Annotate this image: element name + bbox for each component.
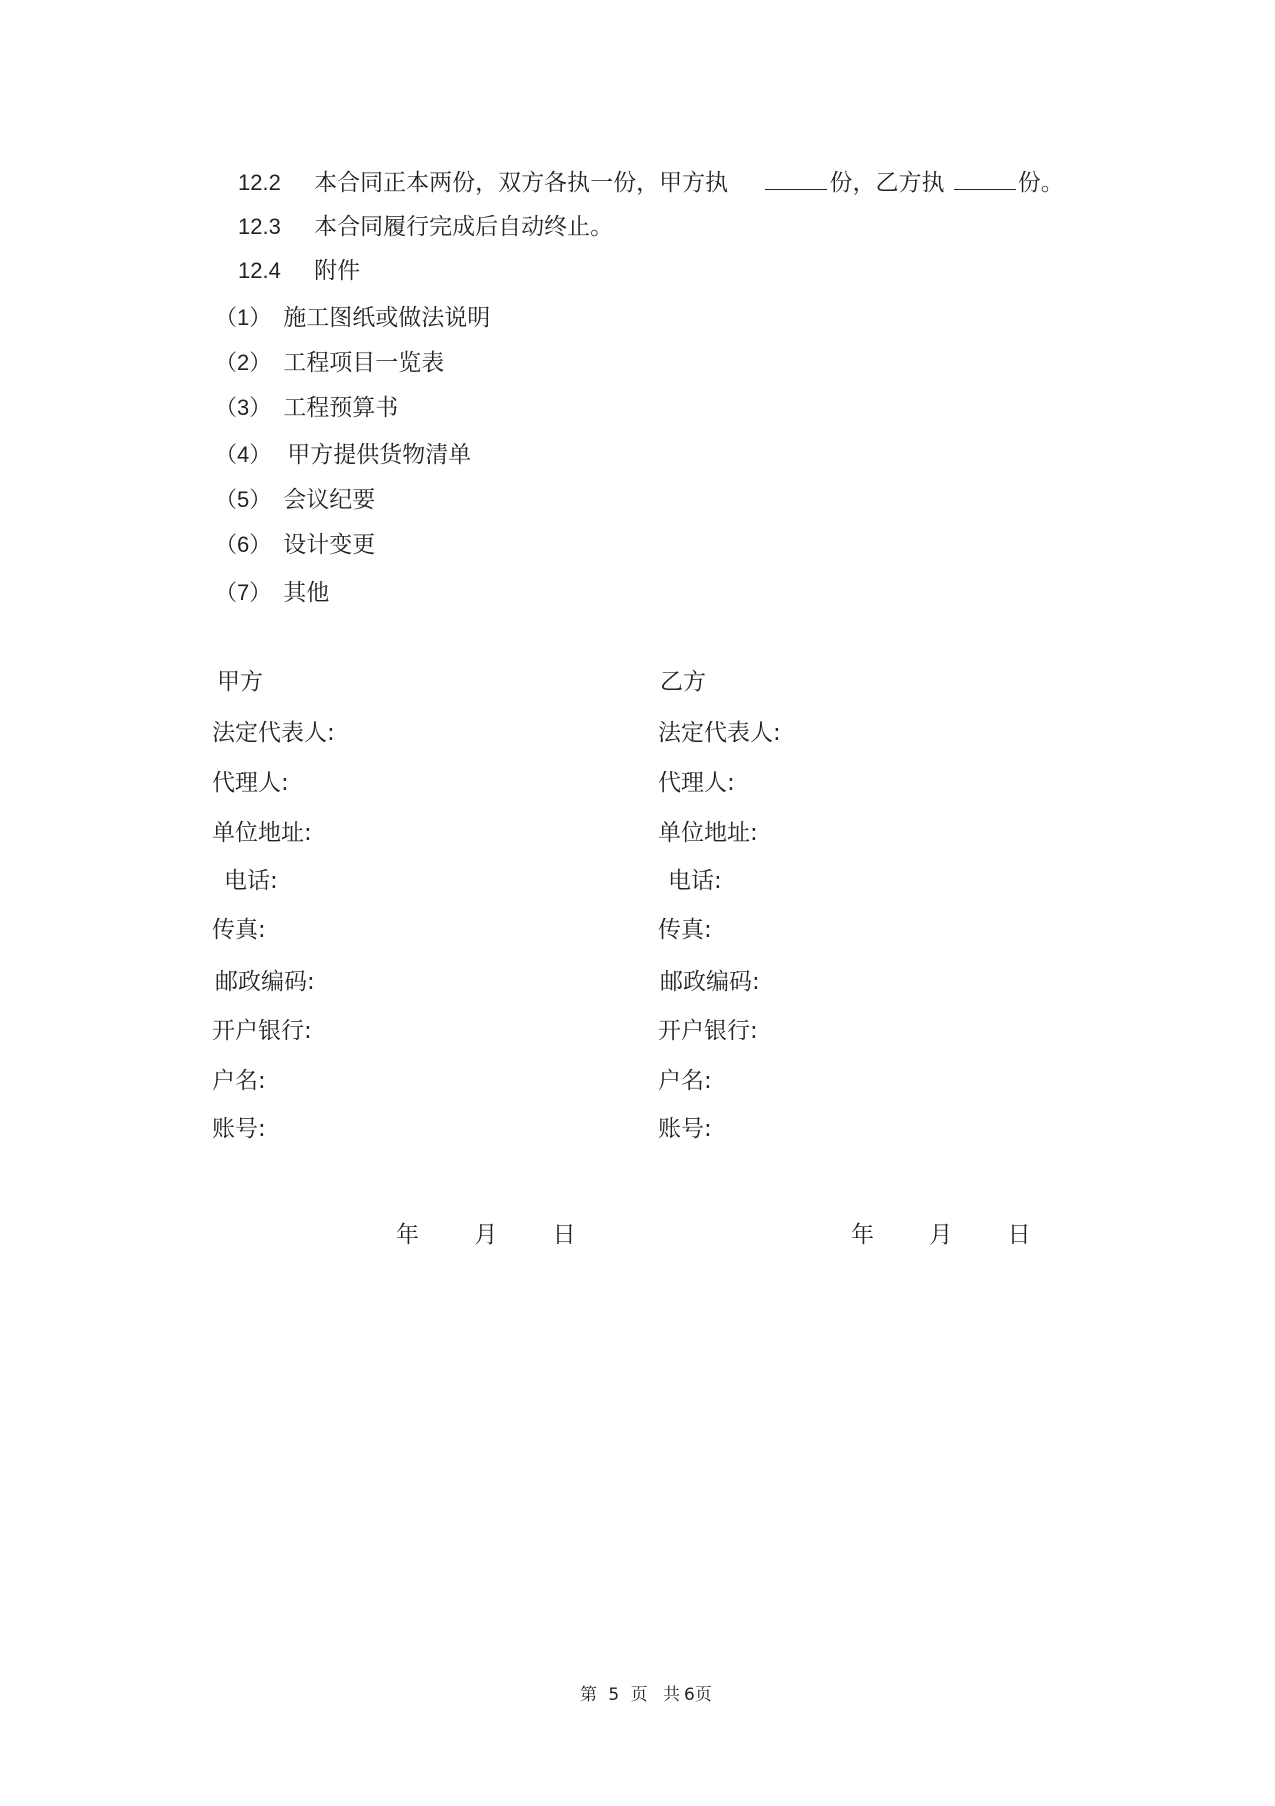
date-year: 年 <box>396 1222 419 1248</box>
party-a-field: 传真: <box>212 917 266 943</box>
party-a-field: 开户银行: <box>212 1018 312 1044</box>
blank-line <box>954 169 1016 190</box>
party-b-field: 电话: <box>668 868 722 894</box>
attachment-item: （6） 设计变更 <box>215 532 376 558</box>
party-a-field: 邮政编码: <box>215 969 315 995</box>
party-a-field: 法定代表人: <box>212 720 335 746</box>
clause-text: 份，乙方执 <box>829 170 945 196</box>
party-b-field: 邮政编码: <box>660 969 760 995</box>
party-b-field: 户名: <box>658 1068 712 1094</box>
attachment-item: （7） 其他 <box>215 580 330 606</box>
clause-number: 12.3 <box>238 214 281 239</box>
clause-number: 12.2 <box>238 170 281 195</box>
party-b-title: 乙方 <box>660 669 706 695</box>
party-b-field: 传真: <box>658 917 712 943</box>
clause-text: 附件 <box>314 258 361 284</box>
party-a-field: 代理人: <box>212 770 289 796</box>
date-year: 年 <box>851 1222 874 1248</box>
blank-line <box>765 169 827 190</box>
party-a-field: 单位地址: <box>212 820 312 846</box>
party-b-field: 账号: <box>658 1116 712 1142</box>
clause-text: 本合同履行完成后自动终止。 <box>314 214 614 240</box>
date-day: 日 <box>1007 1222 1031 1248</box>
attachment-item: （1） 施工图纸或做法说明 <box>215 305 491 331</box>
party-a-field: 电话: <box>224 868 278 894</box>
party-b-field: 单位地址: <box>658 820 758 846</box>
attachment-item: （2） 工程项目一览表 <box>215 350 445 376</box>
clause-text: 本合同正本两份，双方各执一份，甲方执 <box>314 170 729 196</box>
date-month: 月 <box>929 1222 953 1248</box>
party-b-date <box>851 1220 1031 1250</box>
clause-12-2 <box>238 168 1064 198</box>
date-month: 月 <box>474 1222 498 1248</box>
party-a-field: 账号: <box>212 1116 266 1142</box>
total-pages: 6 <box>684 1685 695 1705</box>
clause-number: 12.4 <box>238 258 281 283</box>
attachment-item: （5） 会议纪要 <box>215 487 376 513</box>
party-a-field: 户名: <box>212 1068 266 1094</box>
party-b-field: 代理人: <box>658 770 735 796</box>
date-day: 日 <box>552 1222 576 1248</box>
party-b-field: 开户银行: <box>658 1018 758 1044</box>
clause-12-4 <box>238 256 360 286</box>
attachment-item: （3） 工程预算书 <box>215 395 399 421</box>
party-b-field: 法定代表人: <box>658 720 781 746</box>
party-a-title: 甲方 <box>217 669 263 695</box>
party-a-date <box>396 1220 576 1250</box>
clause-text: 份。 <box>1017 170 1064 196</box>
attachment-item: （4） 甲方提供货物清单 <box>215 442 472 468</box>
clause-12-3 <box>238 212 613 242</box>
page-footer: 第 5 页 共 6页 <box>580 1685 712 1705</box>
page-number: 5 <box>608 1685 620 1705</box>
